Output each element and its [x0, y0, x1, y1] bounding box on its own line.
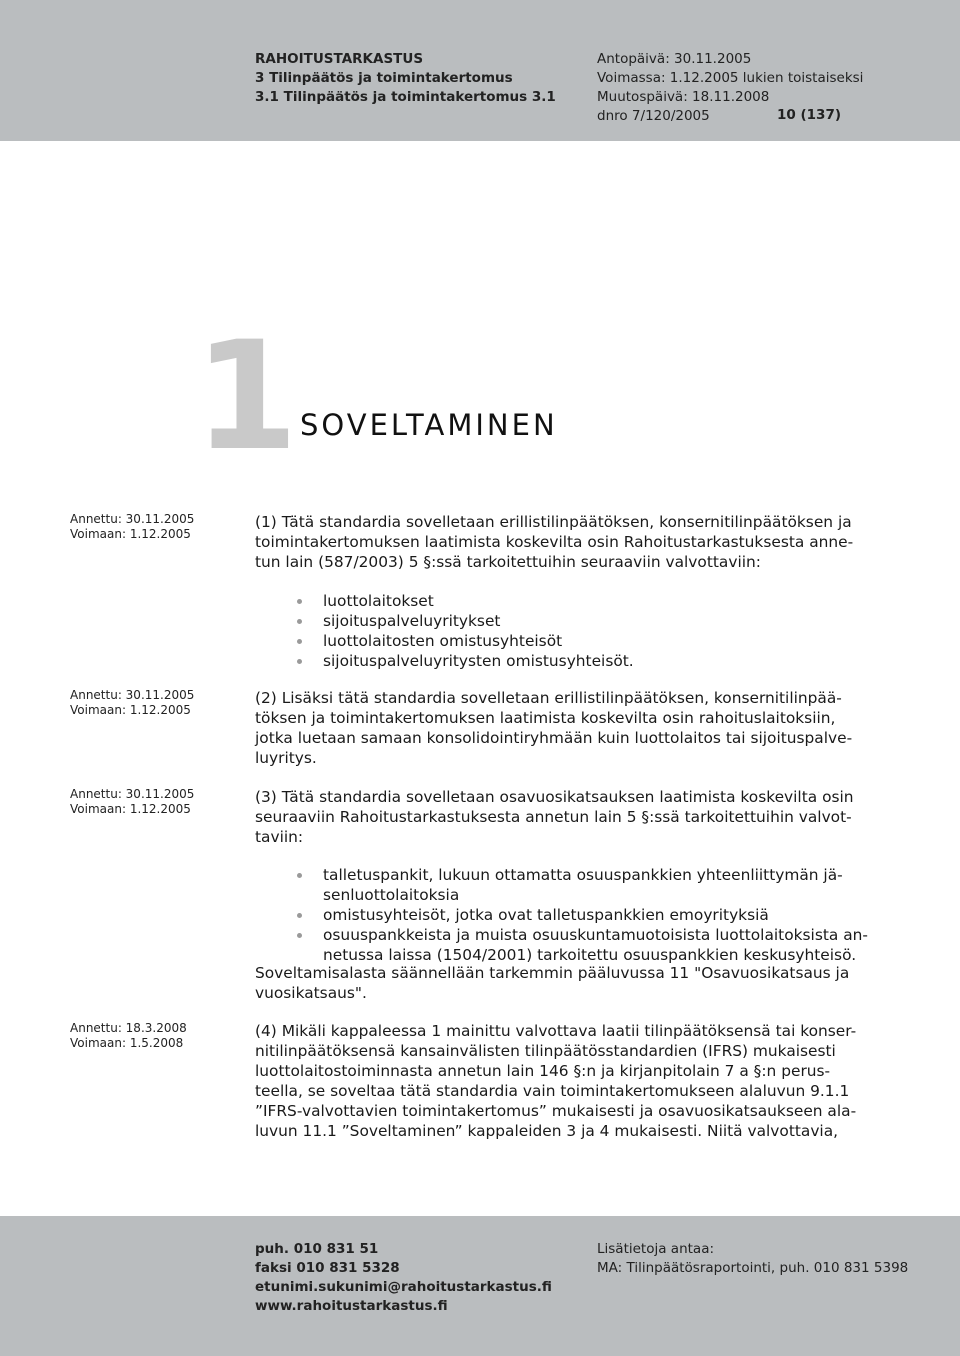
given-date: Annettu: 30.11.2005 [70, 512, 195, 526]
info-label: Lisätietoja antaa: [597, 1241, 715, 1257]
text-line: luvun 11.1 ”Soveltaminen” kappaleiden 3 ja 4 mukaisesti. Niitä valvottavia, [255, 1122, 839, 1140]
text-line: Soveltamisalasta säännellään tarkemmin pääluvussa 11 "Osavuosikatsaus ja [255, 964, 850, 982]
paragraph-2 [255, 688, 895, 768]
info-contact: MA: Tilinpäätösraportointi, puh. 010 831 5398 [597, 1260, 909, 1276]
bullet-list-1 [297, 591, 897, 671]
header-left [255, 50, 556, 107]
footer-info [597, 1240, 908, 1278]
text-line: ”IFRS-valvottavien toimintakertomus” mukaisesti ja osavuosikatsaukseen ala- [255, 1102, 857, 1120]
bullet-list-2 [297, 865, 897, 965]
effective-date: Voimaan: 1.12.2005 [70, 527, 191, 541]
valid-from: Voimassa: 1.12.2005 lukien toistaiseksi [597, 70, 864, 86]
email: etunimi.sukunimi@rahoitustarkastus.fi [255, 1279, 552, 1295]
text-line: nitilinpäätöksensä kansainvälisten tilinpäätösstandardien (IFRS) mukaisesti [255, 1042, 836, 1060]
list-item-line: senluottolaitoksia [323, 886, 460, 904]
paragraph-3 [255, 787, 895, 847]
chapter-number: 1 [194, 310, 299, 484]
footer-contact [255, 1240, 552, 1316]
org-name: RAHOITUSTARKASTUS [255, 51, 424, 67]
page-number: 10 (137) [777, 107, 842, 123]
text-line: (2) Lisäksi tätä standardia sovelletaan erillistilinpäätöksen, konsernitilinpää- [255, 689, 842, 707]
margin-note [70, 787, 194, 817]
list-item: luottolaitosten omistusyhteisöt [297, 631, 897, 651]
website: www.rahoitustarkastus.fi [255, 1298, 448, 1314]
text-line: vuosikatsaus". [255, 984, 367, 1002]
list-item: luottolaitokset [297, 591, 897, 611]
text-line: taviin: [255, 828, 304, 846]
list-item-line: talletuspankit, lukuun ottamatta osuuspankkien yhteenliittymän jä- [323, 866, 843, 884]
text-line: seuraaviin Rahoitustarkastuksesta annetun lain 5 §:ssä tarkoitettuihin valvot- [255, 808, 852, 826]
paragraph-3-continued [255, 963, 895, 1003]
text-line: luottolaitostoiminnasta annetun lain 146 §:n ja kirjanpitolain 7 a §:n perus- [255, 1062, 831, 1080]
chapter-title: SOVELTAMINEN [300, 408, 558, 442]
list-item: sijoituspalveluyritykset [297, 611, 897, 631]
list-item [297, 865, 897, 905]
page-footer [0, 1216, 960, 1356]
margin-note [70, 512, 194, 542]
text-line: jotka luetaan samaan konsolidointiryhmään kuin luottolaitos tai sijoituspalve- [255, 729, 853, 747]
text-line: toimintakertomuksen laatimista koskevilta osin Rahoitustarkastuksesta anne- [255, 533, 854, 551]
modified-date: Muutospäivä: 18.11.2008 [597, 89, 770, 105]
section-title: 3 Tilinpäätös ja toimintakertomus [255, 70, 513, 86]
text-line: luyritys. [255, 749, 317, 767]
subsection-title: 3.1 Tilinpäätös ja toimintakertomus 3.1 [255, 89, 556, 105]
fax: faksi 010 831 5328 [255, 1260, 400, 1276]
effective-date: Voimaan: 1.12.2005 [70, 802, 191, 816]
paragraph-1 [255, 512, 895, 572]
given-date: Annettu: 30.11.2005 [70, 688, 195, 702]
list-item [297, 905, 897, 925]
list-item-line: osuuspankkeista ja muista osuuskuntamuotoisista luottolaitoksista an- [323, 926, 868, 944]
phone: puh. 010 831 51 [255, 1241, 379, 1257]
dnro: dnro 7/120/2005 [597, 108, 710, 124]
given-date: Annettu: 18.3.2008 [70, 1021, 187, 1035]
text-line: (4) Mikäli kappaleessa 1 mainittu valvottava laatii tilinpäätöksensä tai konser- [255, 1022, 857, 1040]
list-item [297, 925, 897, 965]
effective-date: Voimaan: 1.5.2008 [70, 1036, 184, 1050]
list-item-line: omistusyhteisöt, jotka ovat talletuspankkien emoyrityksiä [323, 906, 769, 924]
given-date: Annettu: 30.11.2005 [70, 787, 195, 801]
issued-date: Antopäivä: 30.11.2005 [597, 51, 752, 67]
page-header [0, 0, 960, 141]
margin-note [70, 688, 194, 718]
text-line: töksen ja toimintakertomuksen laatimista koskevilta osin rahoituslaitoksiin, [255, 709, 836, 727]
text-line: tun lain (587/2003) 5 §:ssä tarkoitettuihin seuraaviin valvottaviin: [255, 553, 761, 571]
list-item: sijoituspalveluyritysten omistusyhteisöt. [297, 651, 897, 671]
effective-date: Voimaan: 1.12.2005 [70, 703, 191, 717]
text-line: teella, se soveltaa tätä standardia vain toimintakertomukseen alaluvun 9.1.1 [255, 1082, 850, 1100]
list-item-line: netussa laissa (1504/2001) tarkoitettu osuuspankkien keskusyhteisö. [323, 946, 857, 964]
margin-note [70, 1021, 187, 1051]
text-line: (3) Tätä standardia sovelletaan osavuosikatsauksen laatimista koskevilta osin [255, 788, 854, 806]
text-line: (1) Tätä standardia sovelletaan erillistilinpäätöksen, konsernitilinpäätöksen ja [255, 513, 852, 531]
paragraph-4 [255, 1021, 895, 1141]
